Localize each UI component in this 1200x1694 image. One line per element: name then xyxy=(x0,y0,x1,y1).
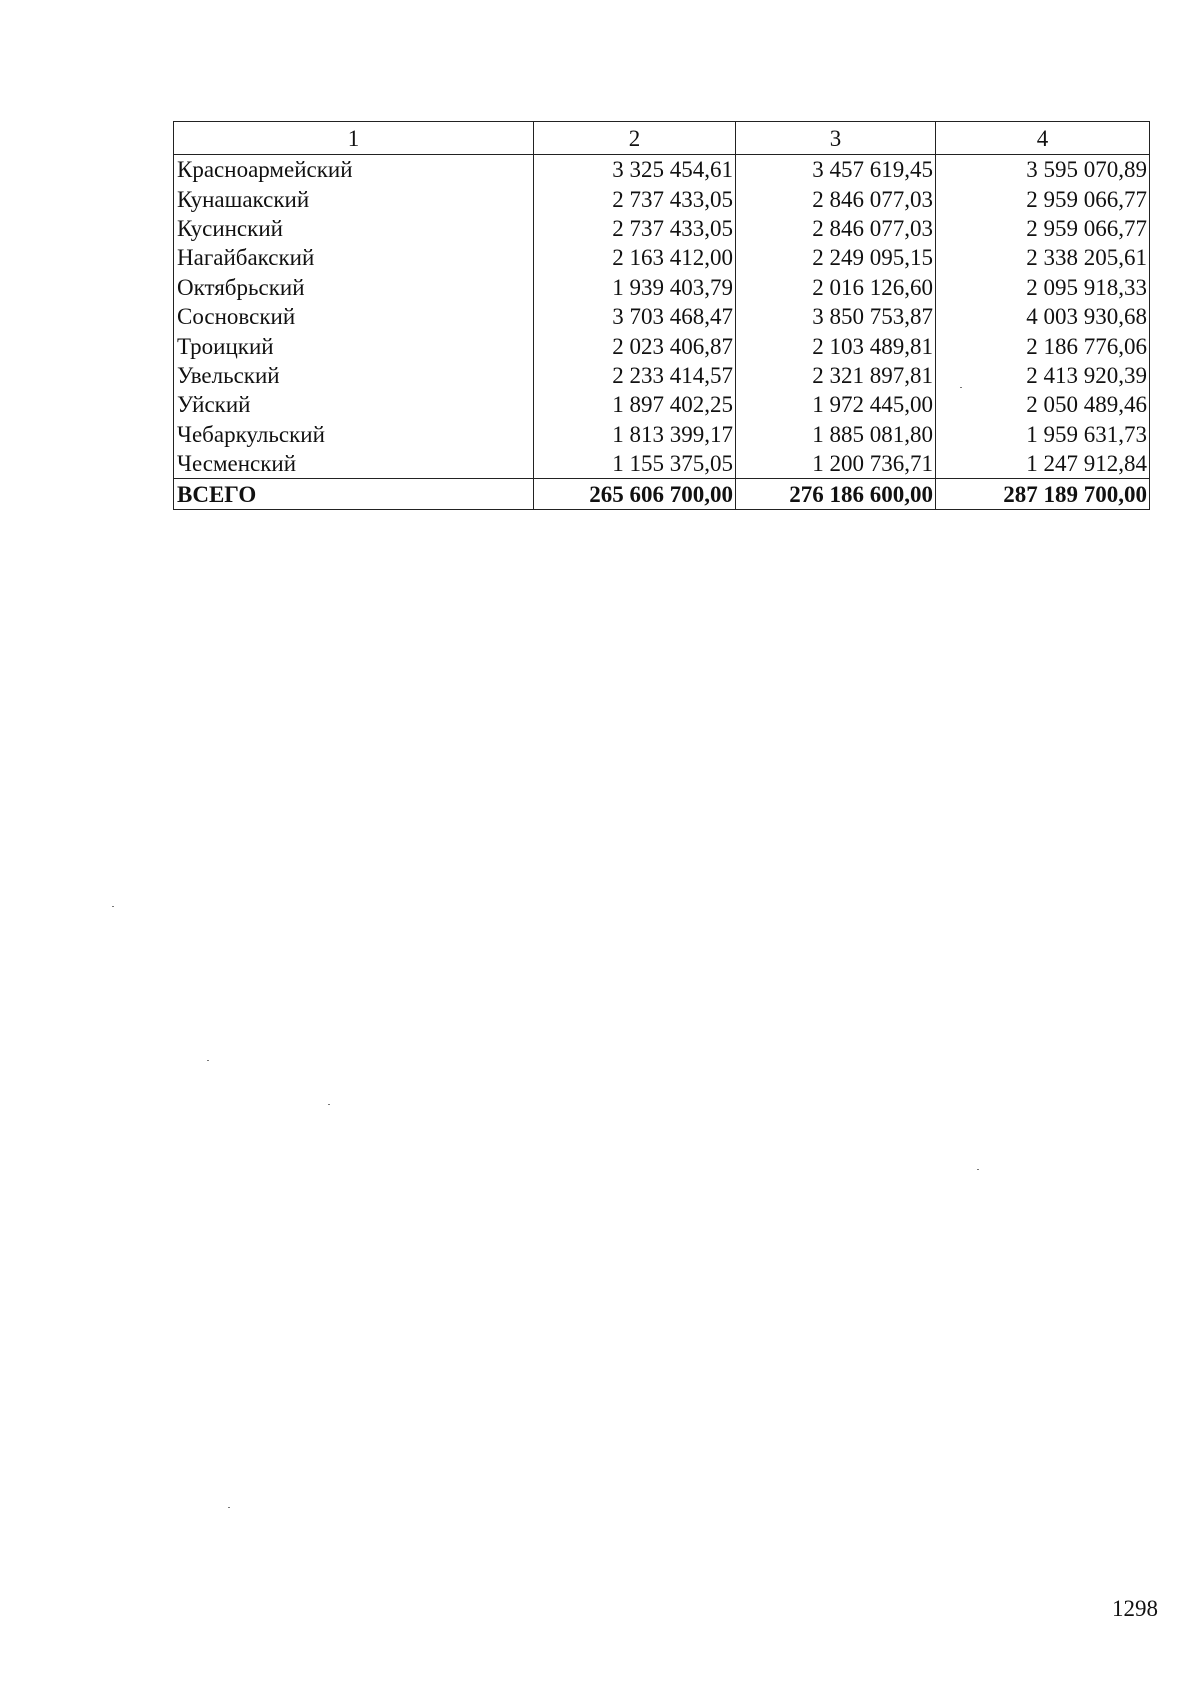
value-col-2: 2 233 414,57 xyxy=(534,361,736,390)
value-col-2: 3 703 468,47 xyxy=(534,302,736,331)
value-col-2: 3 325 454,61 xyxy=(534,155,736,185)
value-col-3: 2 103 489,81 xyxy=(736,331,936,360)
table-row xyxy=(174,390,1150,419)
table-row xyxy=(174,331,1150,360)
value-col-3: 2 016 126,60 xyxy=(736,273,936,302)
column-header-4: 4 xyxy=(936,122,1150,155)
scan-speck xyxy=(112,906,114,907)
value-col-3: 2 846 077,03 xyxy=(736,214,936,243)
table-row xyxy=(174,214,1150,243)
district-name: Чебаркульский xyxy=(174,420,534,449)
total-row xyxy=(174,479,1150,510)
table-row xyxy=(174,361,1150,390)
value-col-2: 2 737 433,05 xyxy=(534,184,736,213)
district-name: Чесменский xyxy=(174,449,534,479)
table-row xyxy=(174,273,1150,302)
district-name: Троицкий xyxy=(174,331,534,360)
district-name: Красноармейский xyxy=(174,155,534,185)
table-row xyxy=(174,420,1150,449)
total-col-3: 276 186 600,00 xyxy=(736,479,936,510)
value-col-4: 2 186 776,06 xyxy=(936,331,1150,360)
value-col-3: 1 885 081,80 xyxy=(736,420,936,449)
district-name: Уйский xyxy=(174,390,534,419)
page-number: 1298 xyxy=(1112,1596,1158,1621)
column-header-1: 1 xyxy=(174,122,534,155)
value-col-4: 1 959 631,73 xyxy=(936,420,1150,449)
table-row xyxy=(174,184,1150,213)
total-col-4: 287 189 700,00 xyxy=(936,479,1150,510)
district-name: Кунашакский xyxy=(174,184,534,213)
value-col-2: 1 155 375,05 xyxy=(534,449,736,479)
budget-table xyxy=(173,121,1150,510)
district-name: Сосновский xyxy=(174,302,534,331)
table-body xyxy=(174,155,1150,510)
value-col-4: 3 595 070,89 xyxy=(936,155,1150,185)
value-col-3: 2 249 095,15 xyxy=(736,243,936,272)
value-col-3: 3 850 753,87 xyxy=(736,302,936,331)
total-col-2: 265 606 700,00 xyxy=(534,479,736,510)
column-header-3: 3 xyxy=(736,122,936,155)
scan-speck xyxy=(960,387,962,388)
scan-speck xyxy=(207,1060,209,1061)
value-col-2: 2 737 433,05 xyxy=(534,214,736,243)
value-col-4: 2 959 066,77 xyxy=(936,184,1150,213)
scan-speck xyxy=(328,1104,330,1105)
value-col-4: 4 003 930,68 xyxy=(936,302,1150,331)
district-name: Нагайбакский xyxy=(174,243,534,272)
value-col-3: 1 972 445,00 xyxy=(736,390,936,419)
value-col-3: 2 321 897,81 xyxy=(736,361,936,390)
total-label: ВСЕГО xyxy=(174,479,534,510)
district-name: Увельский xyxy=(174,361,534,390)
value-col-2: 2 023 406,87 xyxy=(534,331,736,360)
table-row xyxy=(174,302,1150,331)
table-row xyxy=(174,449,1150,479)
value-col-2: 2 163 412,00 xyxy=(534,243,736,272)
value-col-3: 3 457 619,45 xyxy=(736,155,936,185)
header-row xyxy=(174,122,1150,155)
column-header-2: 2 xyxy=(534,122,736,155)
table-row xyxy=(174,155,1150,185)
value-col-3: 2 846 077,03 xyxy=(736,184,936,213)
value-col-3: 1 200 736,71 xyxy=(736,449,936,479)
district-name: Кусинский xyxy=(174,214,534,243)
value-col-2: 1 897 402,25 xyxy=(534,390,736,419)
value-col-2: 1 939 403,79 xyxy=(534,273,736,302)
table-row xyxy=(174,243,1150,272)
value-col-4: 2 413 920,39 xyxy=(936,361,1150,390)
district-name: Октябрьский xyxy=(174,273,534,302)
value-col-2: 1 813 399,17 xyxy=(534,420,736,449)
value-col-4: 2 050 489,46 xyxy=(936,390,1150,419)
scan-speck xyxy=(977,1169,979,1170)
value-col-4: 1 247 912,84 xyxy=(936,449,1150,479)
value-col-4: 2 338 205,61 xyxy=(936,243,1150,272)
table-header xyxy=(174,122,1150,155)
scan-speck xyxy=(228,1507,230,1508)
value-col-4: 2 095 918,33 xyxy=(936,273,1150,302)
value-col-4: 2 959 066,77 xyxy=(936,214,1150,243)
